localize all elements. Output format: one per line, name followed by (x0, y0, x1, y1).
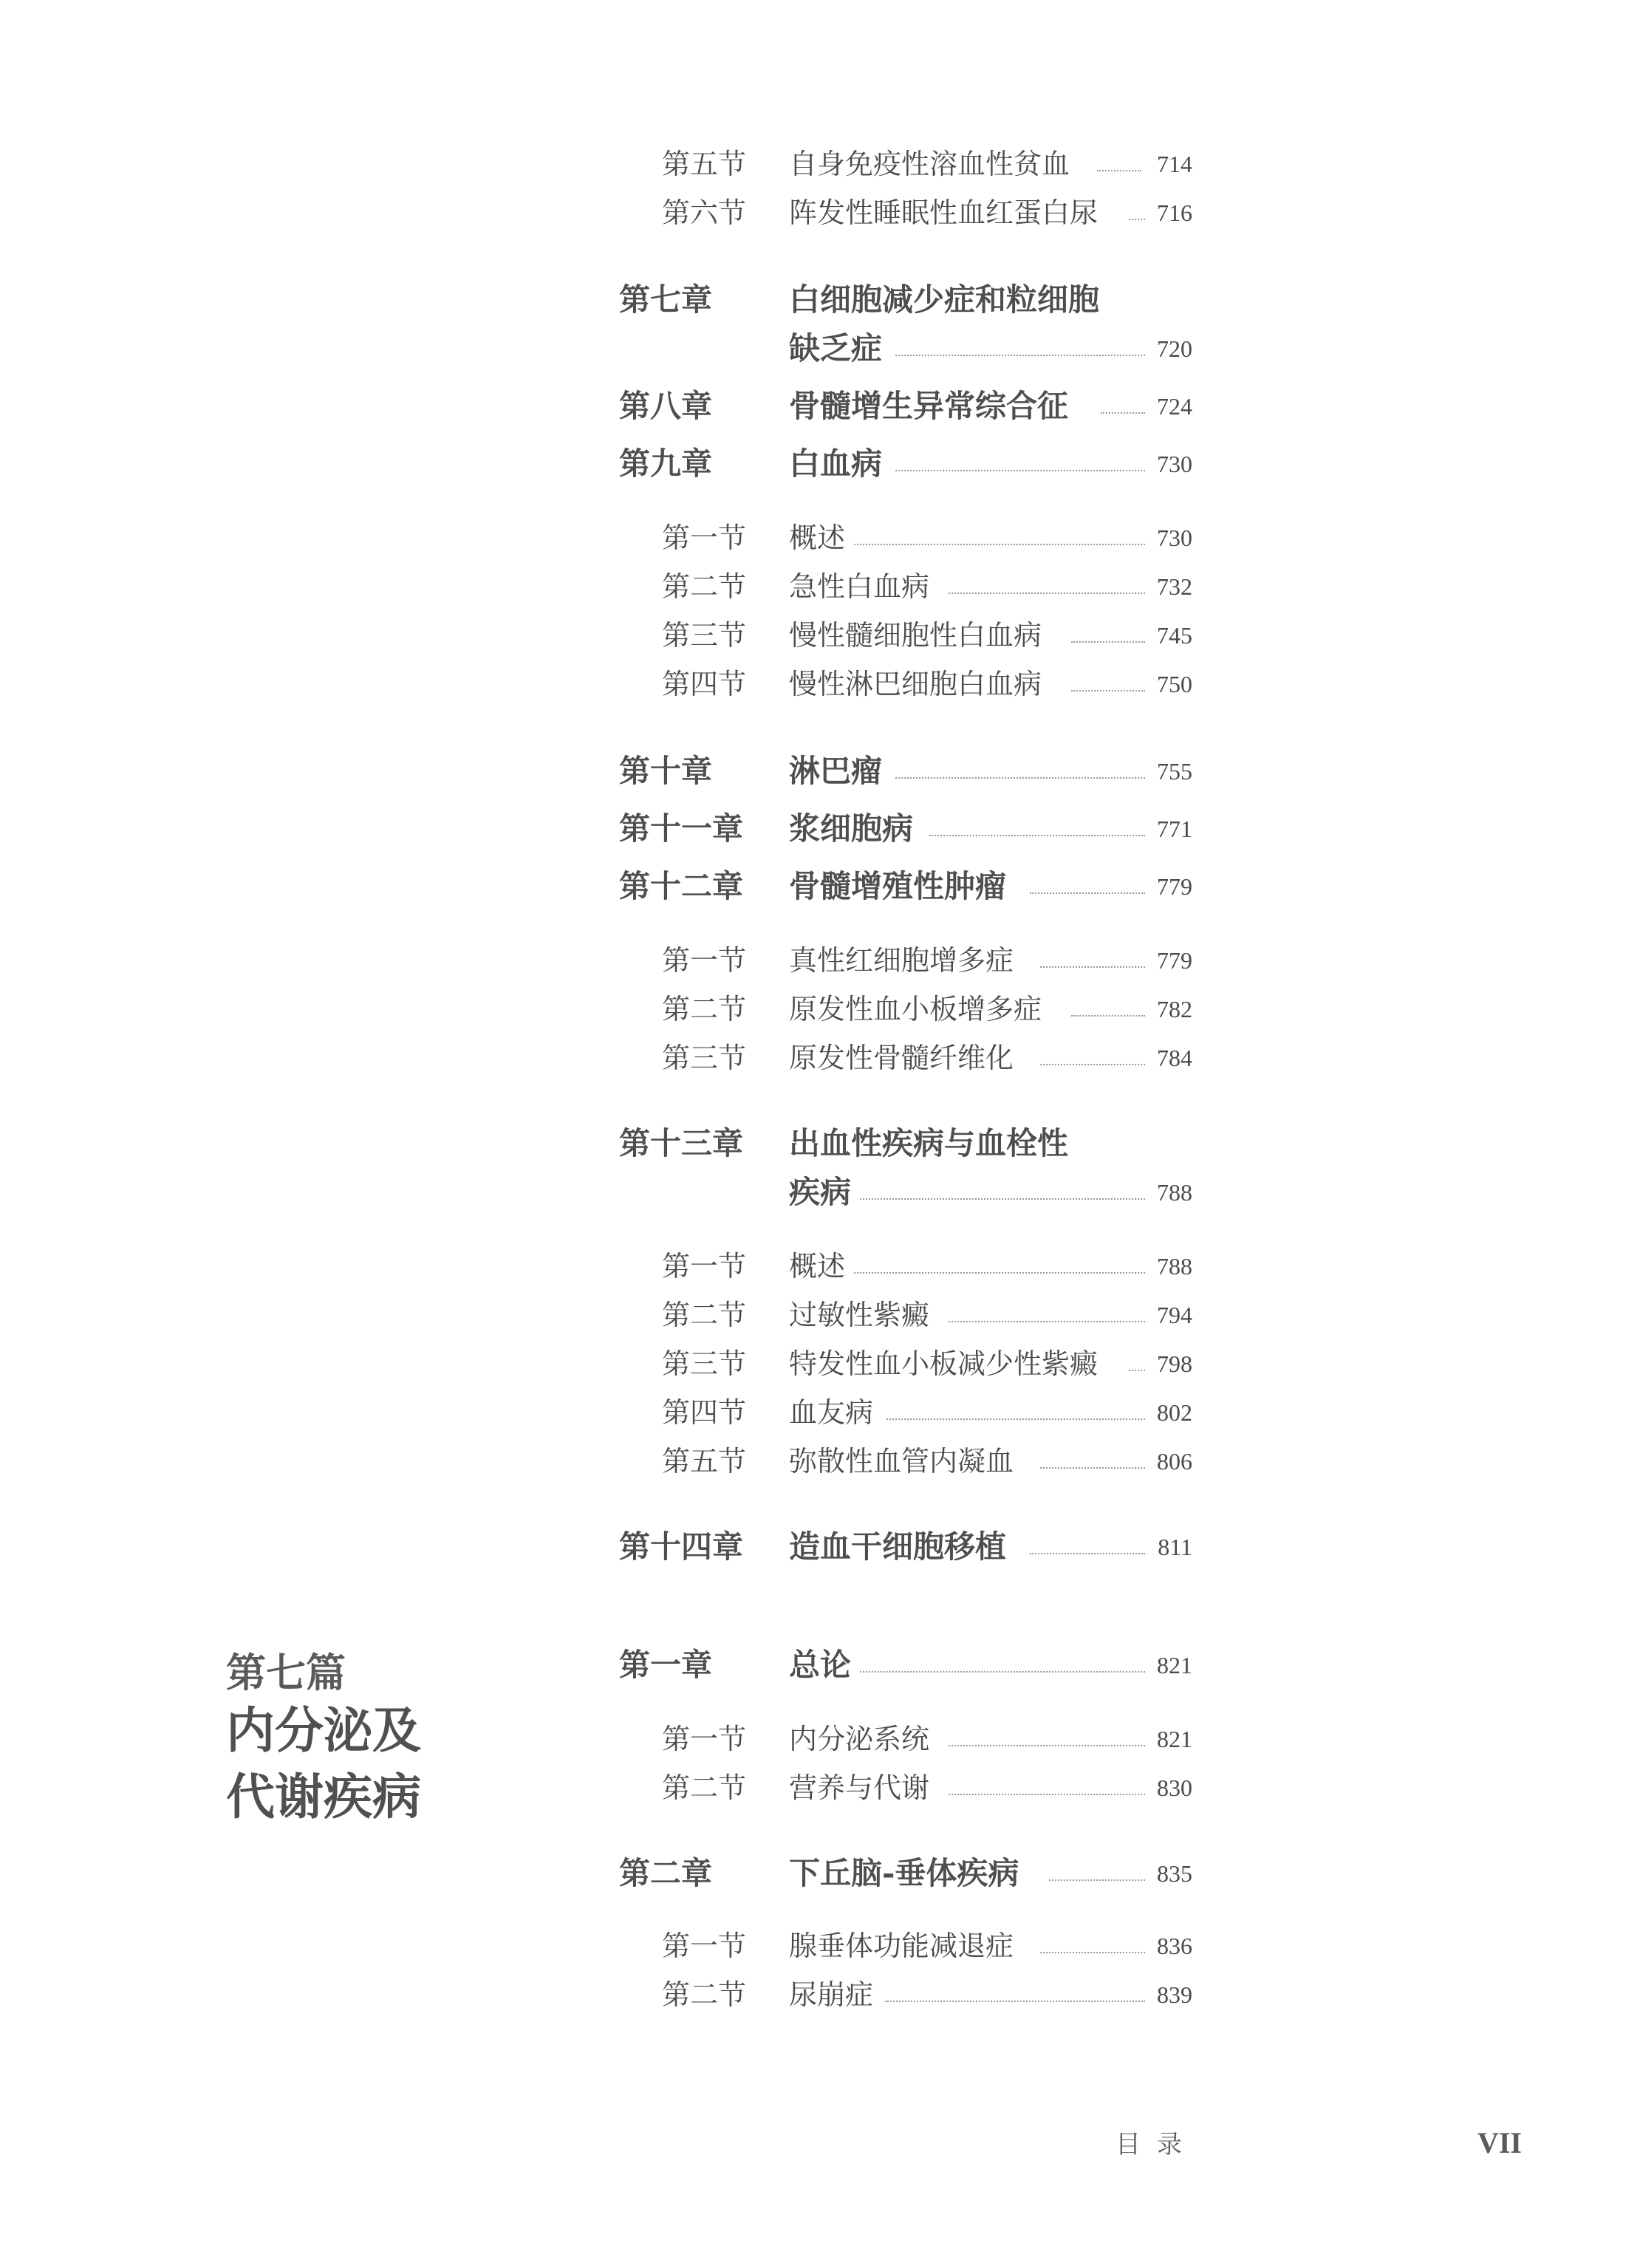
toc-entry[interactable] (0, 1121, 1640, 1166)
toc-entry-title: 过敏性紫癜 (789, 1299, 930, 1331)
page-number: VII (1477, 2126, 1522, 2159)
toc-entry-title: 骨髓增殖性肿瘤 (789, 868, 1007, 904)
toc-entry-title: 缺乏症 (789, 330, 883, 366)
toc-entry-label: 第七章 (619, 281, 713, 318)
toc-entry-title: 营养与代谢 (789, 1772, 930, 1804)
toc-entry-title: 自身免疫性溶血性贫血 (789, 148, 1070, 180)
toc-entry-page: 730 (1157, 525, 1192, 551)
toc-entry-title: 血友病 (789, 1396, 874, 1429)
toc-entry[interactable] (0, 987, 1640, 1031)
toc-entry-title: 骨髓增生异常综合征 (789, 388, 1069, 424)
toc-entry-label: 第十章 (619, 753, 713, 789)
dot-leader (949, 1321, 1145, 1322)
toc-entry-page: 779 (1157, 947, 1192, 974)
dot-leader (949, 592, 1145, 594)
toc-entry-label: 第一节 (662, 944, 747, 977)
toc-entry[interactable] (0, 1643, 1640, 1687)
dot-leader (1040, 1064, 1145, 1065)
toc-entry-label: 第一节 (662, 1250, 747, 1282)
dot-leader (1071, 1015, 1145, 1017)
toc-entry-title: 淋巴瘤 (789, 753, 883, 789)
toc-entry-page: 750 (1157, 671, 1192, 697)
toc-entry-title: 尿崩症 (789, 1978, 874, 2011)
toc-entry-title: 出血性疾病与血栓性 (789, 1125, 1069, 1161)
toc-entry-page: 811 (1158, 1534, 1192, 1560)
toc-entry-title: 概述 (789, 1250, 846, 1282)
dot-leader (929, 835, 1145, 836)
toc-entry-page: 821 (1157, 1726, 1192, 1752)
toc-entry-page: 755 (1157, 758, 1192, 785)
toc-entry-label: 第六节 (662, 197, 747, 229)
toc-entry[interactable] (0, 807, 1640, 851)
dot-leader (895, 355, 1145, 356)
toc-entry-page: 835 (1157, 1860, 1192, 1887)
toc-entry-title: 慢性淋巴细胞白血病 (789, 668, 1042, 700)
dot-leader (949, 1745, 1145, 1746)
toc-entry-page: 771 (1157, 816, 1192, 842)
toc-entry-page: 794 (1157, 1302, 1192, 1328)
toc-entry-label: 第八章 (619, 388, 713, 424)
dot-leader (860, 1198, 1145, 1200)
toc-entry-page: 798 (1157, 1350, 1192, 1377)
dot-leader (1071, 641, 1145, 643)
toc-entry[interactable] (0, 1390, 1640, 1435)
toc-entry-label: 第五节 (662, 148, 747, 180)
dot-leader (885, 2001, 1145, 2002)
dot-leader (1129, 1370, 1145, 1371)
toc-entry-title: 原发性骨髓纤维化 (789, 1042, 1014, 1074)
toc-entry-label: 第一章 (619, 1647, 713, 1683)
footer-label: 目录 (1115, 2130, 1198, 2159)
toc-entry-page: 788 (1157, 1179, 1192, 1206)
toc-entry-title: 下丘脑-垂体疾病 (789, 1855, 1019, 1891)
toc-entry-label: 第五节 (662, 1445, 747, 1478)
toc-entry-label: 第三节 (662, 1042, 747, 1074)
toc-entry-label: 第十四章 (619, 1528, 744, 1565)
dot-leader (1049, 1879, 1145, 1881)
toc-entry-page: 836 (1157, 1933, 1192, 1959)
toc-entry-label: 第十一章 (619, 810, 744, 847)
toc-entry[interactable] (0, 1924, 1640, 1968)
dot-leader (854, 1272, 1145, 1274)
toc-entry-label: 第四节 (662, 668, 747, 700)
part-label: 第七篇 (226, 1649, 346, 1696)
toc-entry[interactable] (0, 1525, 1640, 1569)
dot-leader (854, 544, 1145, 545)
toc-entry-page: 839 (1157, 1981, 1192, 2008)
toc-entry-page: 779 (1157, 873, 1192, 900)
toc-entry[interactable] (0, 278, 1640, 322)
toc-entry-page: 732 (1157, 573, 1192, 600)
dot-leader (1101, 412, 1145, 414)
dot-leader (895, 470, 1145, 471)
dot-leader (1040, 1952, 1145, 1953)
dot-leader (1129, 219, 1145, 220)
toc-entry[interactable] (0, 1036, 1640, 1080)
toc-entry-title: 内分泌系统 (789, 1723, 930, 1755)
toc-entry[interactable] (0, 662, 1640, 706)
dot-leader (860, 1671, 1145, 1673)
toc-entry[interactable] (0, 1439, 1640, 1483)
dot-leader (895, 777, 1145, 779)
toc-entry[interactable] (0, 938, 1640, 983)
toc-entry-title: 白血病 (789, 445, 883, 482)
dot-leader (1030, 1553, 1145, 1554)
toc-entry-continued[interactable] (0, 1170, 1640, 1215)
toc-entry-title: 腺垂体功能减退症 (789, 1930, 1014, 1962)
dot-leader (1040, 1467, 1145, 1469)
toc-entry-label: 第二章 (619, 1855, 713, 1891)
toc-entry[interactable] (0, 142, 1640, 186)
toc-entry[interactable] (0, 191, 1640, 235)
toc-entry-label: 第九章 (619, 445, 713, 482)
toc-entry-page: 830 (1157, 1775, 1192, 1801)
toc-entry-page: 788 (1157, 1253, 1192, 1280)
toc-entry-label: 第四节 (662, 1396, 747, 1429)
toc-entry-page: 782 (1157, 996, 1192, 1022)
toc-entry-label: 第十三章 (619, 1125, 744, 1161)
toc-entry[interactable] (0, 749, 1640, 793)
toc-entry-title: 造血干细胞移植 (789, 1528, 1007, 1565)
toc-entry-page: 806 (1157, 1448, 1192, 1475)
toc-entry-title: 原发性血小板增多症 (789, 993, 1042, 1025)
dot-leader (886, 1418, 1145, 1420)
toc-entry[interactable] (0, 1972, 1640, 2017)
toc-entry-title: 急性白血病 (789, 570, 930, 603)
toc-entry[interactable] (0, 613, 1640, 657)
toc-entry[interactable] (0, 1293, 1640, 1337)
toc-entry[interactable] (0, 1717, 1640, 1761)
dot-leader (1030, 892, 1145, 894)
toc-entry-label: 第二节 (662, 993, 747, 1025)
toc-entry[interactable] (0, 1244, 1640, 1288)
toc-entry-label: 第三节 (662, 1348, 747, 1380)
toc-entry-page: 714 (1157, 151, 1192, 177)
toc-entry-label: 第二节 (662, 1772, 747, 1804)
toc-entry-page: 802 (1157, 1399, 1192, 1426)
toc-entry-continued[interactable] (0, 327, 1640, 371)
toc-entry-label: 第二节 (662, 1299, 747, 1331)
toc-entry-label: 第二节 (662, 570, 747, 603)
toc-entry-page: 745 (1157, 622, 1192, 649)
toc-entry-title: 真性红细胞增多症 (789, 944, 1014, 977)
toc-entry-page: 724 (1157, 393, 1192, 420)
toc-entry[interactable] (0, 1342, 1640, 1386)
toc-entry-title: 浆细胞病 (789, 810, 914, 847)
dot-leader (1097, 170, 1141, 171)
toc-entry-label: 第三节 (662, 619, 747, 652)
toc-entry-title: 特发性血小板减少性紫癜 (789, 1348, 1099, 1380)
toc-entry-page: 821 (1157, 1652, 1192, 1678)
toc-entry-label: 第一节 (662, 1930, 747, 1962)
toc-entry-page: 716 (1157, 199, 1192, 226)
toc-entry[interactable] (0, 1851, 1640, 1896)
part-title: 代谢疾病 (226, 1768, 421, 1825)
toc-entry-title: 疾病 (789, 1174, 852, 1210)
toc-entry-title: 白细胞减少症和粒细胞 (789, 281, 1100, 318)
toc-entry-title: 慢性髓细胞性白血病 (789, 619, 1042, 652)
toc-entry-title: 弥散性血管内凝血 (789, 1445, 1014, 1478)
toc-entry[interactable] (0, 564, 1640, 609)
toc-entry-label: 第十二章 (619, 868, 744, 904)
toc-entry-label: 第一节 (662, 1723, 747, 1755)
toc-entry-page: 784 (1157, 1045, 1192, 1071)
part-title: 内分泌及 (226, 1701, 421, 1759)
dot-leader (1040, 966, 1145, 968)
toc-entry-page: 730 (1157, 451, 1192, 477)
toc-entry[interactable] (0, 442, 1640, 486)
toc-entry-title: 阵发性睡眠性血红蛋白尿 (789, 197, 1099, 229)
dot-leader (949, 1794, 1145, 1795)
toc-entry[interactable] (0, 384, 1640, 428)
dot-leader (1071, 690, 1145, 691)
toc-entry[interactable] (0, 864, 1640, 909)
toc-entry[interactable] (0, 516, 1640, 560)
toc-entry[interactable] (0, 1766, 1640, 1810)
toc-entry-page: 720 (1157, 335, 1192, 362)
toc-entry-label: 第二节 (662, 1978, 747, 2011)
toc-entry-title: 概述 (789, 522, 846, 554)
toc-entry-title: 总论 (789, 1647, 852, 1683)
toc-entry-label: 第一节 (662, 522, 747, 554)
